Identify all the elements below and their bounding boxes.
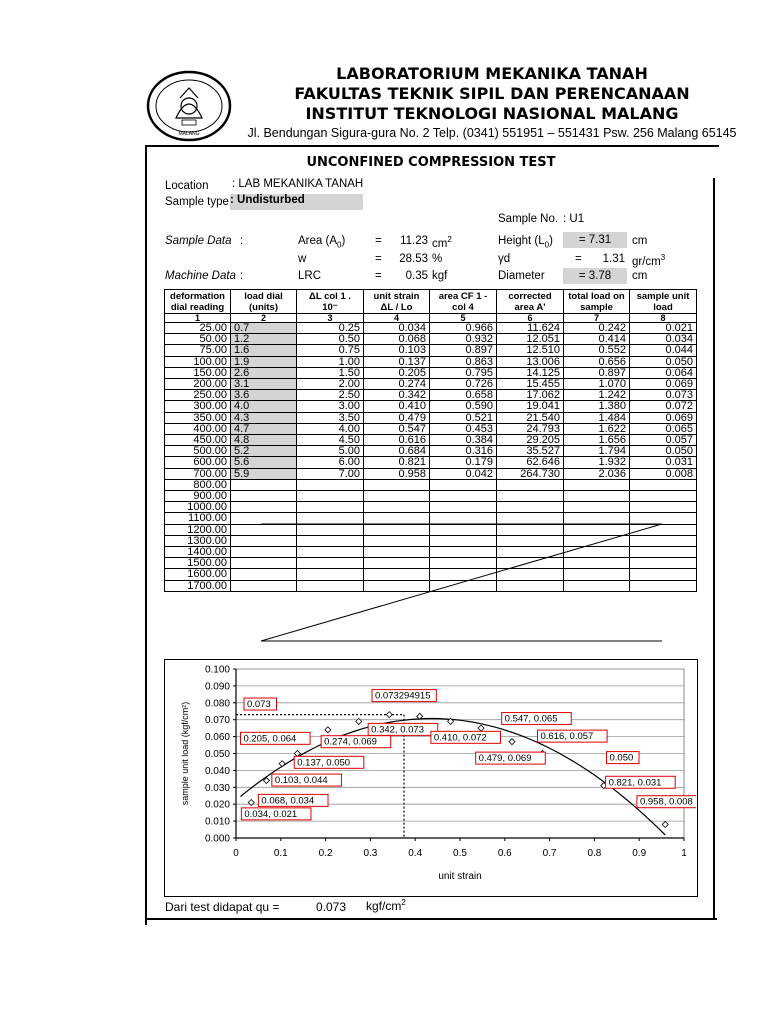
column-header: load dial (units)	[231, 290, 297, 314]
table-cell: 3.6	[231, 390, 297, 401]
table-cell: 0.656	[564, 356, 630, 367]
table-row	[165, 412, 697, 423]
area-eq: =	[375, 235, 382, 247]
table-cell: 0.958	[364, 468, 430, 479]
table-cell: 1400.00	[165, 547, 231, 558]
y-tick-label: 0.060	[204, 732, 230, 744]
faculty-name: FAKULTAS TEKNIK SIPIL DAN PERENCANAAN	[294, 84, 690, 103]
table-row	[165, 491, 697, 502]
table-cell: 0.547	[364, 423, 430, 434]
table-cell: 12.510	[497, 345, 564, 356]
table-cell: 1.2	[231, 334, 297, 345]
data-label: 0.050	[609, 752, 634, 764]
sample-no-value: : U1	[563, 213, 585, 225]
sample-data-colon: :	[240, 235, 244, 247]
x-tick-label: 0.7	[542, 848, 557, 859]
table-cell: 75.00	[165, 345, 231, 356]
table-cell: 600.00	[165, 457, 231, 468]
table-cell: 0.031	[630, 457, 697, 468]
data-label: 0.479, 0.069	[478, 753, 532, 765]
table-cell: 1500.00	[165, 558, 231, 569]
height-unit: cm	[632, 235, 648, 247]
table-cell: 0.137	[364, 356, 430, 367]
area-label: Area $(A_0)$	[298, 235, 346, 250]
table-cell: 0.008	[630, 468, 697, 479]
column-header: ΔL col 1 . 10⁻	[297, 290, 364, 314]
table-cell	[564, 491, 630, 502]
gamma-unit: $gr/cm^3$	[632, 253, 666, 268]
y-tick-label: 0.090	[204, 681, 230, 693]
table-cell: 0.25	[297, 323, 364, 334]
table-cell	[630, 502, 697, 513]
height-label: Height $(L_0)$	[498, 235, 553, 250]
table-cell: 3.00	[297, 401, 364, 412]
table-cell: 450.00	[165, 435, 231, 446]
table-cell: 1.794	[564, 446, 630, 457]
institute-name: INSTITUT TEKNOLOGI NASIONAL MALANG	[305, 104, 679, 123]
table-cell: 900.00	[165, 491, 231, 502]
y-tick-label: 0.040	[204, 765, 230, 777]
table-cell: 1.070	[564, 379, 630, 390]
data-label: 0.342, 0.073	[371, 724, 424, 736]
x-tick-label: 0.6	[497, 848, 512, 859]
w-eq: =	[375, 253, 382, 265]
table-cell: 24.793	[497, 423, 564, 434]
table-cell: 1000.00	[165, 502, 231, 513]
table-cell: 400.00	[165, 423, 231, 434]
table-cell: 0.479	[364, 412, 430, 423]
table-cell: 0.932	[430, 334, 497, 345]
table-cell: 1.9	[231, 356, 297, 367]
y-tick-label: 0.000	[204, 833, 230, 845]
x-tick-label: 0.5	[453, 848, 467, 859]
table-cell	[231, 491, 297, 502]
table-cell: 4.8	[231, 435, 297, 446]
gamma-value: 1.31	[602, 253, 625, 265]
column-header: sample unit load	[630, 290, 697, 314]
x-tick-label: 0.8	[587, 848, 602, 859]
table-cell	[497, 502, 564, 513]
table-cell: 0.042	[430, 468, 497, 479]
table-cell: 0.863	[430, 356, 497, 367]
unit-load-chart	[164, 659, 696, 895]
diameter-value: = 3.78	[563, 268, 627, 284]
table-cell	[497, 491, 564, 502]
table-cell: 35.527	[497, 446, 564, 457]
table-cell	[497, 479, 564, 490]
gamma-eq: =	[575, 253, 582, 265]
qu-value: 0.073	[316, 900, 347, 914]
table-row	[165, 457, 697, 468]
table-cell: 1.484	[564, 412, 630, 423]
data-label: 0.274, 0.069	[324, 736, 377, 748]
table-cell: 0.064	[630, 367, 697, 378]
table-cell: 62.646	[497, 457, 564, 468]
table-cell: 1.6	[231, 345, 297, 356]
table-cell: 0.205	[364, 367, 430, 378]
table-cell: 0.342	[364, 390, 430, 401]
sample-type-value: : Undisturbed	[230, 194, 363, 210]
table-cell: 5.2	[231, 446, 297, 457]
table-cell: 0.616	[364, 435, 430, 446]
max-label: 0.073	[247, 699, 271, 711]
table-cell: 0.726	[430, 379, 497, 390]
table-cell: 0.50	[297, 334, 364, 345]
machine-data-colon: :	[240, 270, 244, 282]
column-number: 4	[364, 314, 430, 323]
height-value: = 7.31	[563, 232, 627, 248]
table-cell	[231, 479, 297, 490]
table-cell	[564, 479, 630, 490]
table-cell: 200.00	[165, 379, 231, 390]
table-row	[165, 468, 697, 479]
table-row	[165, 446, 697, 457]
y-tick-label: 0.020	[204, 799, 230, 811]
table-cell: 25.00	[165, 323, 231, 334]
table-cell: 800.00	[165, 479, 231, 490]
table-cell: 1.932	[564, 457, 630, 468]
column-header: deformation dial reading	[165, 290, 231, 314]
table-cell: 0.410	[364, 401, 430, 412]
table-cell: 0.034	[630, 334, 697, 345]
table-cell	[297, 479, 364, 490]
table-cell: 150.00	[165, 367, 231, 378]
area-value: 11.23	[400, 235, 428, 247]
table-cell	[364, 491, 430, 502]
data-label: 0.068, 0.034	[261, 795, 315, 807]
table-cell: 1200.00	[165, 524, 231, 535]
lab-name: LABORATORIUM MEKANIKA TANAH	[336, 64, 648, 83]
right-border	[713, 178, 715, 920]
table-cell: 2.036	[564, 468, 630, 479]
table-cell: 0.044	[630, 345, 697, 356]
table-cell	[364, 479, 430, 490]
table-cell: 1.242	[564, 390, 630, 401]
column-number: 5	[430, 314, 497, 323]
data-label: 0.547, 0.065	[504, 713, 558, 725]
table-cell: 21.540	[497, 412, 564, 423]
table-cell: 0.521	[430, 412, 497, 423]
machine-data-label: Machine Data	[165, 270, 236, 282]
table-cell	[297, 502, 364, 513]
y-tick-label: 0.050	[204, 749, 230, 760]
x-tick-label: 0.3	[363, 848, 378, 859]
table-row	[165, 356, 697, 367]
table-row	[165, 423, 697, 434]
table-cell	[364, 502, 430, 513]
x-tick-label: 0.2	[318, 848, 333, 859]
table-cell: 2.50	[297, 390, 364, 401]
table-cell: 17.062	[497, 390, 564, 401]
table-cell: 4.7	[231, 423, 297, 434]
table-cell: 7.00	[297, 468, 364, 479]
table-cell: 1700.00	[165, 580, 231, 591]
table-row	[165, 334, 697, 345]
table-cell: 6.00	[297, 457, 364, 468]
table-cell: 0.072	[630, 401, 697, 412]
data-label: 0.205, 0.064	[243, 733, 297, 745]
table-cell: 0.179	[430, 457, 497, 468]
table-cell: 1.622	[564, 423, 630, 434]
area-unit: $cm^2$	[432, 235, 452, 250]
x-tick-label: 0.1	[273, 848, 288, 859]
table-cell: 0.068	[364, 334, 430, 345]
data-label: 0.821, 0.031	[608, 777, 662, 789]
data-label: 0.958, 0.008	[639, 796, 693, 808]
location-label: Location	[165, 180, 209, 192]
y-axis-label: sample unit load (kgf/cm²)	[180, 701, 190, 806]
table-cell: 4.3	[231, 412, 297, 423]
table-cell: 29.205	[497, 435, 564, 446]
table-cell: 0.897	[564, 367, 630, 378]
table-cell: 0.021	[630, 323, 697, 334]
table-row	[165, 435, 697, 446]
table-row	[165, 401, 697, 412]
lrc-value: 0.35	[405, 270, 428, 282]
data-label: 0.034, 0.021	[244, 808, 298, 820]
column-header: total load on sample	[564, 290, 630, 314]
table-cell: 0.453	[430, 423, 497, 434]
sample-type-label: Sample type	[165, 196, 229, 208]
table-cell: 12.051	[497, 334, 564, 345]
table-cell: 300.00	[165, 401, 231, 412]
x-tick-label: 1	[681, 848, 687, 859]
table-cell: 14.125	[497, 367, 564, 378]
table-row	[165, 379, 697, 390]
table-row	[165, 502, 697, 513]
qu-label: Dari test didapat qu =	[165, 900, 280, 914]
sample-no-label: Sample No.	[498, 213, 559, 225]
y-tick-label: 0.100	[204, 664, 230, 676]
column-number: 6	[497, 314, 564, 323]
table-cell: 19.041	[497, 401, 564, 412]
data-label: 0.103, 0.044	[274, 775, 328, 787]
x-axis-label: unit strain	[438, 871, 482, 882]
table-cell: 5.6	[231, 457, 297, 468]
column-header: unit strain ΔL / Lo	[364, 290, 430, 314]
address: Jl. Bendungan Sigura-gura No. 2 Telp. (0341) 551951 – 551431 Psw. 256 Malang 65145	[247, 126, 737, 140]
table-cell: 0.552	[564, 345, 630, 356]
table-cell: 0.384	[430, 435, 497, 446]
table-cell: 0.073	[630, 390, 697, 401]
table-cell: 1300.00	[165, 535, 231, 546]
gamma-label: γd	[498, 253, 511, 265]
table-cell: 0.966	[430, 323, 497, 334]
table-cell: 0.242	[564, 323, 630, 334]
table-cell: 3.1	[231, 379, 297, 390]
table-cell	[430, 479, 497, 490]
data-label: 0.410, 0.072	[433, 732, 487, 744]
x-tick-label: 0.9	[632, 848, 647, 859]
table-cell	[564, 502, 630, 513]
x-tick-label: 0	[233, 848, 239, 859]
table-cell: 264.730	[497, 468, 564, 479]
table-cell: 4.0	[231, 401, 297, 412]
table-cell: 1.00	[297, 356, 364, 367]
table-cell: 13.006	[497, 356, 564, 367]
table-cell: 5.9	[231, 468, 297, 479]
bottom-border	[145, 918, 717, 920]
table-cell: 0.821	[364, 457, 430, 468]
w-unit: %	[432, 253, 443, 265]
table-cell: 0.274	[364, 379, 430, 390]
empty-rows-strike	[164, 516, 696, 648]
table-cell: 0.7	[231, 323, 297, 334]
table-cell: 350.00	[165, 412, 231, 423]
table-cell: 0.069	[630, 379, 697, 390]
table-cell: 3.50	[297, 412, 364, 423]
table-cell: 2.6	[231, 367, 297, 378]
form-title: UNCONFINED COMPRESSION TEST	[306, 155, 556, 170]
table-cell: 0.057	[630, 435, 697, 446]
sample-data-label: Sample Data	[165, 235, 232, 247]
column-header: area CF 1 - col 4	[430, 290, 497, 314]
column-number: 3	[297, 314, 364, 323]
itn-malang-seal-icon	[146, 70, 232, 142]
table-row	[165, 323, 697, 334]
table-cell: 15.455	[497, 379, 564, 390]
w-label: w	[298, 253, 307, 265]
table-cell: 500.00	[165, 446, 231, 457]
table-cell: 0.897	[430, 345, 497, 356]
table-cell: 0.034	[364, 323, 430, 334]
table-cell: 0.658	[430, 390, 497, 401]
table-cell: 0.065	[630, 423, 697, 434]
table-cell: 250.00	[165, 390, 231, 401]
table-cell	[231, 502, 297, 513]
peak-label: 0.073294915	[375, 690, 431, 702]
location-value: : LAB MEKANIKA TANAH	[232, 178, 364, 190]
table-cell: 0.103	[364, 345, 430, 356]
qu-unit: kgf/$cm^2$	[366, 898, 406, 913]
column-number: 1	[165, 314, 231, 323]
table-cell: 4.50	[297, 435, 364, 446]
diameter-unit: cm	[632, 270, 648, 282]
y-tick-label: 0.080	[204, 698, 230, 710]
table-row	[165, 479, 697, 490]
table-cell: 11.624	[497, 323, 564, 334]
table-cell: 50.00	[165, 334, 231, 345]
table-cell: 5.00	[297, 446, 364, 457]
column-number: 2	[231, 314, 297, 323]
data-label: 0.616, 0.057	[540, 731, 594, 743]
table-cell: 4.00	[297, 423, 364, 434]
table-cell: 1.50	[297, 367, 364, 378]
table-cell: 0.316	[430, 446, 497, 457]
column-number-row	[165, 314, 697, 323]
table-cell	[430, 491, 497, 502]
table-cell	[630, 479, 697, 490]
column-number: 7	[564, 314, 630, 323]
table-row	[165, 367, 697, 378]
table-cell	[297, 491, 364, 502]
table-row	[165, 345, 697, 356]
table-cell: 0.795	[430, 367, 497, 378]
data-label: 0.137, 0.050	[297, 757, 351, 769]
lrc-label: LRC	[298, 270, 322, 282]
table-cell: 0.414	[564, 334, 630, 345]
table-cell: 0.75	[297, 345, 364, 356]
table-cell: 1.656	[564, 435, 630, 446]
table-cell	[630, 491, 697, 502]
table-cell: 1600.00	[165, 569, 231, 580]
y-tick-label: 0.010	[204, 816, 230, 828]
w-value: 28.53	[399, 253, 428, 265]
table-cell: 100.00	[165, 356, 231, 367]
y-tick-label: 0.030	[204, 782, 230, 794]
lrc-unit: kgf	[432, 270, 448, 282]
column-number: 8	[630, 314, 697, 323]
table-cell: 1100.00	[165, 513, 231, 524]
table-cell: 700.00	[165, 468, 231, 479]
table-cell: 0.050	[630, 356, 697, 367]
table-cell: 0.684	[364, 446, 430, 457]
table-cell: 0.590	[430, 401, 497, 412]
table-header-row	[165, 290, 697, 314]
y-tick-label: 0.070	[204, 715, 230, 727]
table-cell: 1.380	[564, 401, 630, 412]
table-cell	[430, 502, 497, 513]
lrc-eq: =	[375, 270, 382, 282]
table-row	[165, 390, 697, 401]
table-cell: 0.069	[630, 412, 697, 423]
diameter-label: Diameter	[498, 270, 545, 282]
column-header: corrected area A'	[497, 290, 564, 314]
table-cell: 2.00	[297, 379, 364, 390]
x-tick-label: 0.4	[408, 848, 423, 859]
svg-text:MALANG: MALANG	[178, 131, 200, 137]
table-cell: 0.050	[630, 446, 697, 457]
